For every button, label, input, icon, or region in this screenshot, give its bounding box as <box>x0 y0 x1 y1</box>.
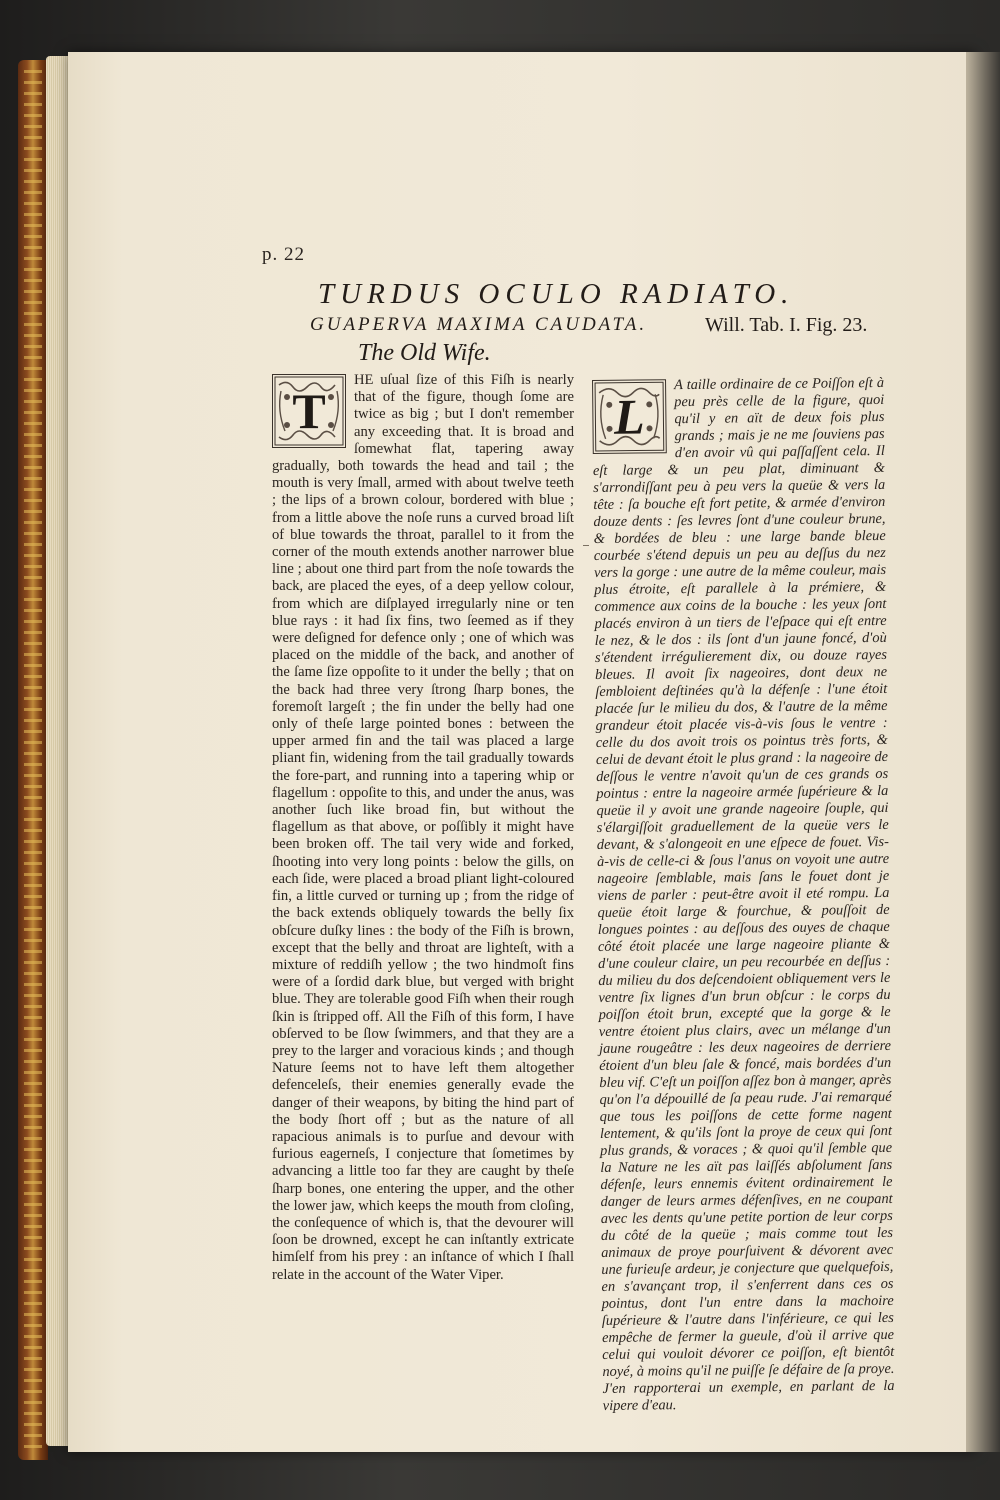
drop-cap-letter: L <box>613 388 645 445</box>
margin-mark <box>583 545 589 546</box>
common-name: The Old Wife. <box>358 340 491 366</box>
french-body-text: A taille ordinaire de ce Poiſſon eſt à peu près celle de la figure, quoi qu'il y en aït de deux fois plus grands ; mais je ne me ſouviens pas d'en avoir vû qui paſſaſſent cela. Il eſt large & un peu plat, diminuant & s'arrondiſſant peu à peu vers la queüe & vers la tête : ſa bouche eſt fort petite, & armée d'environ douze dents : ſes levres ſont d'une couleur brune, & bordées de bleu : une large bande bleue courbée s'étend depuis un peu au deſſus du nez vers la gorge : une autre de la même couleur, mais plus étroite, eſt parallele à la prémiere, & commence aux coins de la bouche : les yeux ſont placés environ à un tiers de l'eſpace qui eſt entre le nez, & le dos : ils ſont d'un jaune foncé, d'où s'étendent irrégulierement dix, ou douze rayes bleues. Il avoit ſix nageoires, dont deux ne ſembloient deſtinées qu'à la défenſe : l'une étoit placée ſur le milieu du dos, & l'autre de la même grandeur étoit placée vis-à-vis ſous le ventre : celle du dos avoit trois os pointus très forts, & celui de devant étoit le plus grand : la nageoire de deſſous le ventre n'avoit qu'un de ces grands os pointus : entre la nageoire armée ſupérieure & la queüe il y avoit une grande nageoire ſouple, qui s'élargiſſoit graduellement de la queüe vers le devant, & s'alongeoit en une eſpece de fouet. Vis-à-vis de celle-ci & ſous l'anus on voyoit une autre nageoire ſemblable, mais ſans le fouet dont je viens de parler : peut-être avoit il eté rompu. La queüe étoit large & fourchue, & pouſſoit de longues pointes : au deſſous des ouyes de chaque côté étoit placée une large nageoire pliante & d'une couleur claire, un peu recourbée en deſſus : du milieu du dos deſcendoient obliquement vers le ventre ſix lignes d'un brun obſcur : le corps du poiſſon étoit brun, excepté que la gorge & le ventre étoient plus clairs, avec un mélange d'un jaune rougeâtre : les deux nageoires de derriere étoient d'un bleu ſale & foncé, mais bordées d'un bleu vif. C'eſt un poiſſon aſſez bon à manger, après qu'on l'a dépouillé de ſa peau rude. J'ai remarqué que tous les poiſſons de cette forme nagent lentement, & qu'ils ſont la proye de ceux qui ſont plus grands, & voraces ; & quoi qu'il ſemble que la Nature ne les aït pas laiſſés abſolument ſans défenſe, leurs ennemis évitent ordinairement le danger de leurs armes défenſives, en ne coupant avec les dents qu'une petite portion de leur corps du côté de la queüe ; mais comme tout les animaux de proye pourſuivent & dévorent avec une furieuſe ardeur, je conjecture que quelquefois, en s'avançant trop, il s'enferrent dans ces os pointus, dont l'un entre dans la machoire ſupérieure & l'autre dans l'inférieure, ce qui les empêche de fermer la gueule, d'où il arrive que celui qui vouloit dévorer ce poiſſon, eſt bientôt noyé, à moins qu'il ne puiſſe ſe défaire de ſa proye. J'en rapporterai un exemple, en parlant de la vipere d'eau. <box>592 374 895 1414</box>
english-column <box>272 372 574 1283</box>
french-column <box>592 374 895 1414</box>
willughby-reference: Will. Tab. I. Fig. 23. <box>705 314 868 336</box>
page-title: TURDUS OCULO RADIATO. <box>318 278 795 310</box>
drop-cap-letter: T <box>292 383 326 439</box>
english-body-text: HE uſual ſize of this Fiſh is nearly that of the figure, though ſome are twice as big ; but I don't remember any exceeding that. It is broad and ſomewhat flat, tapering away gradually, both towards the head and tail ; the mouth is very ſmall, armed with about twelve teeth ; the lips of a brown colour, bordered with blue ; from a little above the noſe runs a curved broad liſt of blue towards the throat, parallel to it from the corner of the mouth extends another narrower blue line ; about one third part from the noſe towards the back, are placed the eyes, of a deep yellow colour, from which are diſplayed irregularly nine or ten blue rays : it had ſix fins, two ſeemed as if they were deſigned for defence only ; one of which was placed on the middle of the back, and another of the ſame ſize oppoſite to it under the belly ; that on the back had three very ſtrong ſharp bones, the foremoſt largeſt ; the fin under the belly had one only of theſe large pointed bones : between the upper armed fin and the tail was placed a large pliant fin, widening from the tail gradually towards the fore-part, and running into a tapering whip or flagellum : oppoſite to this, and under the anus, was another ſuch like broad fin, but without the flagellum as that above, or poſſibly it might have been broken off. The tail very wide and forked, ſhooting into very long points : below the gills, on each ſide, were placed a broad pliant light-coloured fin, a little curved or turning up ; from the ridge of the back extends obliquely towards the belly ſix obſcure duſky lines : the body of the Fiſh is brown, except that the belly and throat are lighteſt, with a mixture of reddiſh yellow ; the two hindmoſt fins were of a ſordid dark blue, but verged with bright blue. They are tolerable good Fiſh when their rough ſkin is ſtripped off. All the Fiſh of this form, I have obſerved to be ſlow ſwimmers, and that they are a prey to the larger and voracious kinds ; and though Nature ſeems not to have left them altogether defenceleſs, their enemies generally evade the danger of their weapons, by biting the hind part of the body ſhort off ; but as the nature of all rapacious animals is to purſue and devour with furious eagerneſs, I conjecture that ſometimes by advancing a little too far they are caught by theſe ſharp bones, one entering the upper, and the other the lower jaw, which keeps the mouth from cloſing, the conſequence of which is, that the devourer will ſoon be drowned, except he can inſtantly extricate himſelf from his prey : an inſtance of which I ſhall relate in the account of the Water Viper. <box>272 372 574 1283</box>
gilt-edge <box>24 70 42 1450</box>
drop-cap-english <box>272 374 346 448</box>
plate-reference: p. 22 <box>262 244 305 265</box>
drop-cap-french <box>592 379 667 454</box>
page-subtitle: GUAPERVA MAXIMA CAUDATA. <box>310 314 648 335</box>
page-edges <box>46 56 70 1446</box>
page-shadow <box>966 52 1000 1452</box>
